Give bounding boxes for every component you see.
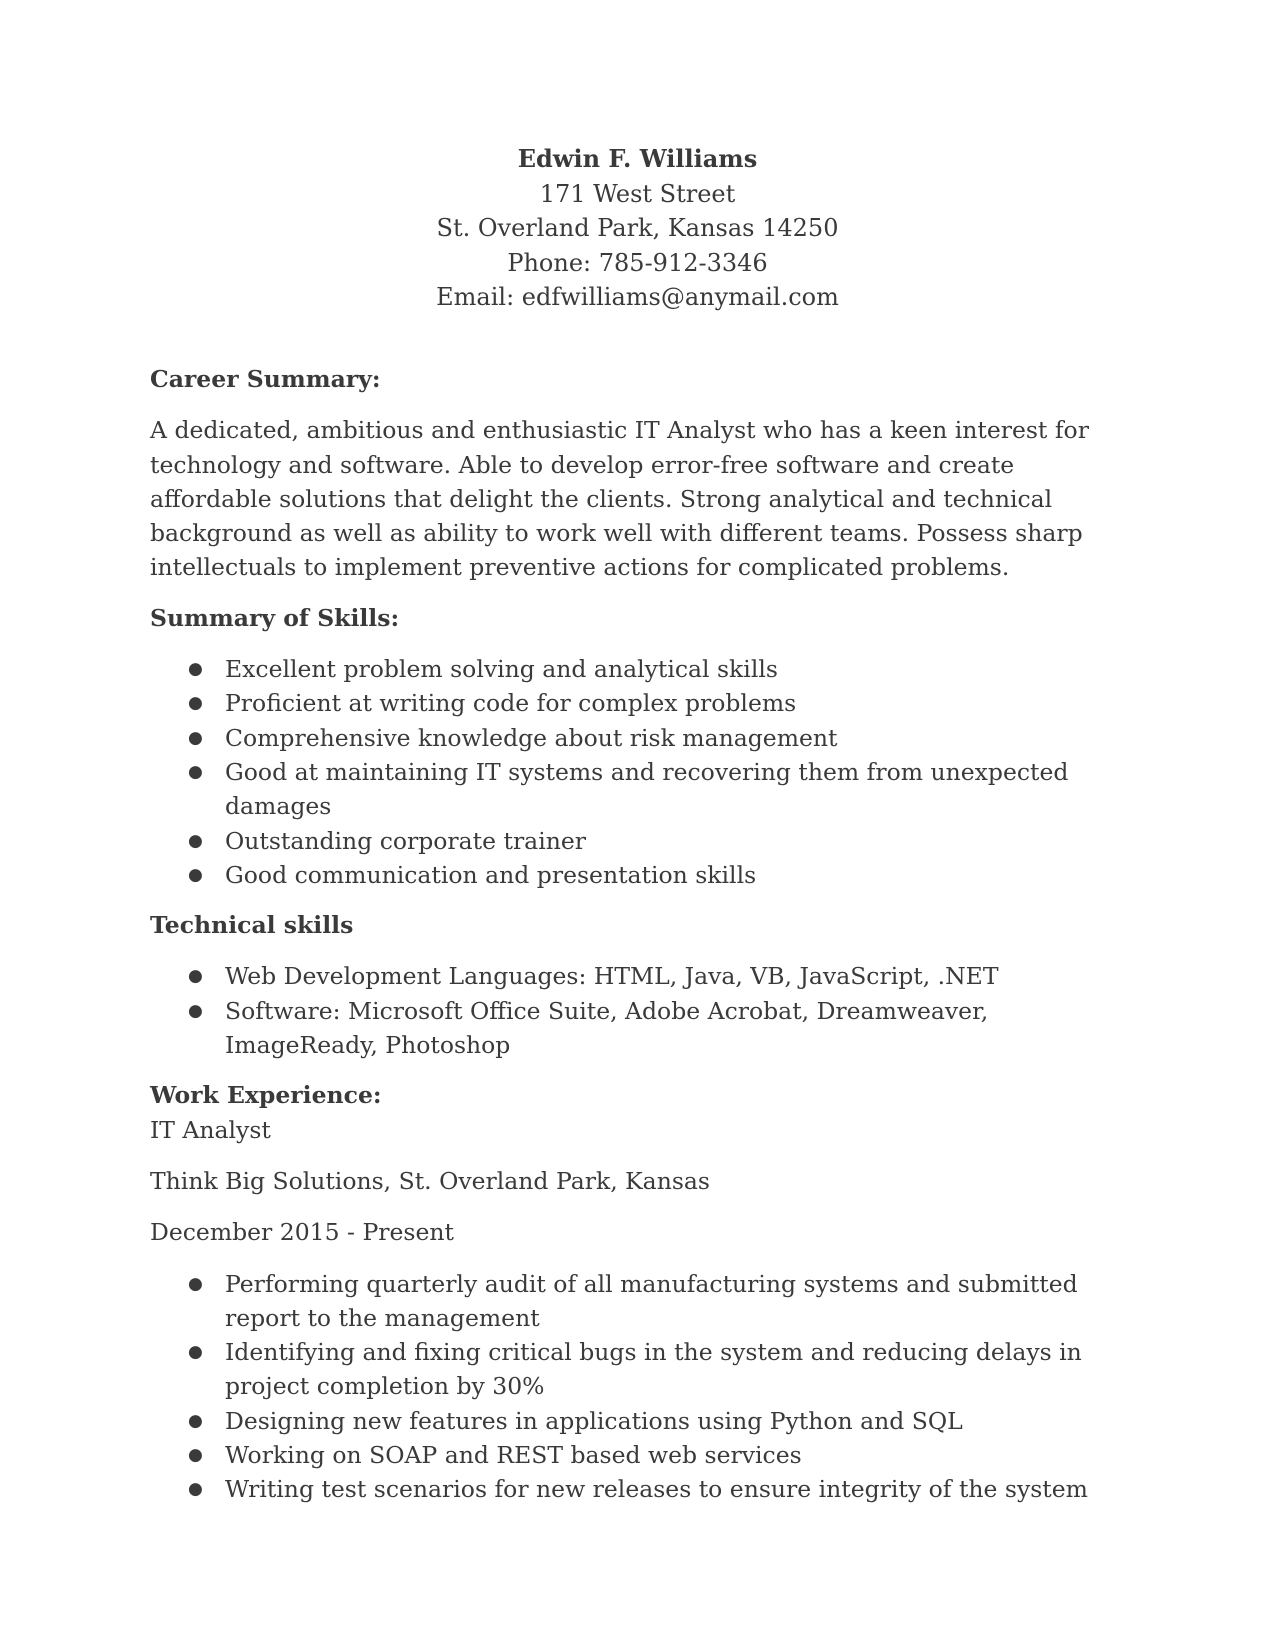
work-experience-heading: Work Experience: [150, 1081, 382, 1110]
bullet-icon: ● [188, 1410, 203, 1431]
list-item: ● Comprehensive knowledge about risk management [150, 721, 1140, 755]
bullet-icon: ● [188, 966, 203, 987]
list-item: ● Designing new features in applications using Python and SQL [150, 1404, 1140, 1438]
employment-dates: December 2015 - Present [150, 1218, 454, 1247]
candidate-name: Edwin F. Williams [517, 144, 758, 173]
bullet-icon: ● [188, 1000, 203, 1021]
career-summary-heading: Career Summary: [150, 365, 381, 393]
list-item: ● Software: Microsoft Office Suite, Adobe Acrobat, Dreamweaver, ImageReady, Photoshop [150, 994, 1140, 1063]
bullet-icon: ● [188, 830, 203, 851]
list-item: ● Proficient at writing code for complex problems [150, 686, 1140, 720]
list-item: ● Good communication and presentation skills [150, 858, 1140, 892]
city-address: St. Overland Park, Kansas 14250 [436, 214, 839, 242]
bullet-icon: ● [188, 1273, 203, 1294]
list-item: ● Web Development Languages: HTML, Java, VB, JavaScript, .NET [150, 959, 1140, 993]
list-item: ● Writing test scenarios for new releases to ensure integrity of the system [150, 1472, 1140, 1506]
list-item: ● Good at maintaining IT systems and recovering them from unexpected damages [150, 755, 1140, 824]
list-item: ● Excellent problem solving and analytical skills [150, 652, 1140, 686]
street-address: 171 West Street [539, 179, 736, 208]
career-summary-text: A dedicated, ambitious and enthusiastic IT Analyst who has a keen interest for technology and software. Able to develop error-free software and create affordable solutions that delight the clients. Strong analytical and technical background as well as ability to work well with different teams. Possess sharp intellectuals to implement preventive actions for complicated problems. [150, 416, 1089, 582]
bullet-icon: ● [188, 1479, 203, 1500]
bullet-icon: ● [188, 761, 203, 782]
bullet-icon: ● [188, 1342, 203, 1363]
skills-summary-list [150, 652, 1140, 892]
phone-number: Phone: 785-912-3346 [507, 248, 768, 277]
list-item: ● Outstanding corporate trainer [150, 824, 1140, 858]
job-title: IT Analyst [150, 1115, 271, 1144]
list-item: ● Working on SOAP and REST based web services [150, 1438, 1140, 1472]
company-name: Think Big Solutions, St. Overland Park, Kansas [150, 1166, 710, 1195]
bullet-icon: ● [188, 864, 203, 885]
bullet-icon: ● [188, 693, 203, 714]
skills-summary-heading: Summary of Skills: [150, 603, 400, 632]
work-experience-list [150, 1267, 1140, 1507]
resume-body [150, 362, 1140, 1507]
email-address: Email: edfwilliams@anymail.com [436, 283, 839, 311]
bullet-icon: ● [188, 727, 203, 748]
technical-skills-list [150, 959, 1140, 1062]
list-item: ● Identifying and fixing critical bugs in the system and reducing delays in project completion by 30% [150, 1335, 1140, 1404]
bullet-icon: ● [188, 659, 203, 680]
contact-header [0, 142, 1275, 315]
list-item: ● Performing quarterly audit of all manufacturing systems and submitted report to the management [150, 1267, 1140, 1336]
technical-skills-heading: Technical skills [150, 911, 354, 940]
bullet-icon: ● [188, 1445, 203, 1466]
